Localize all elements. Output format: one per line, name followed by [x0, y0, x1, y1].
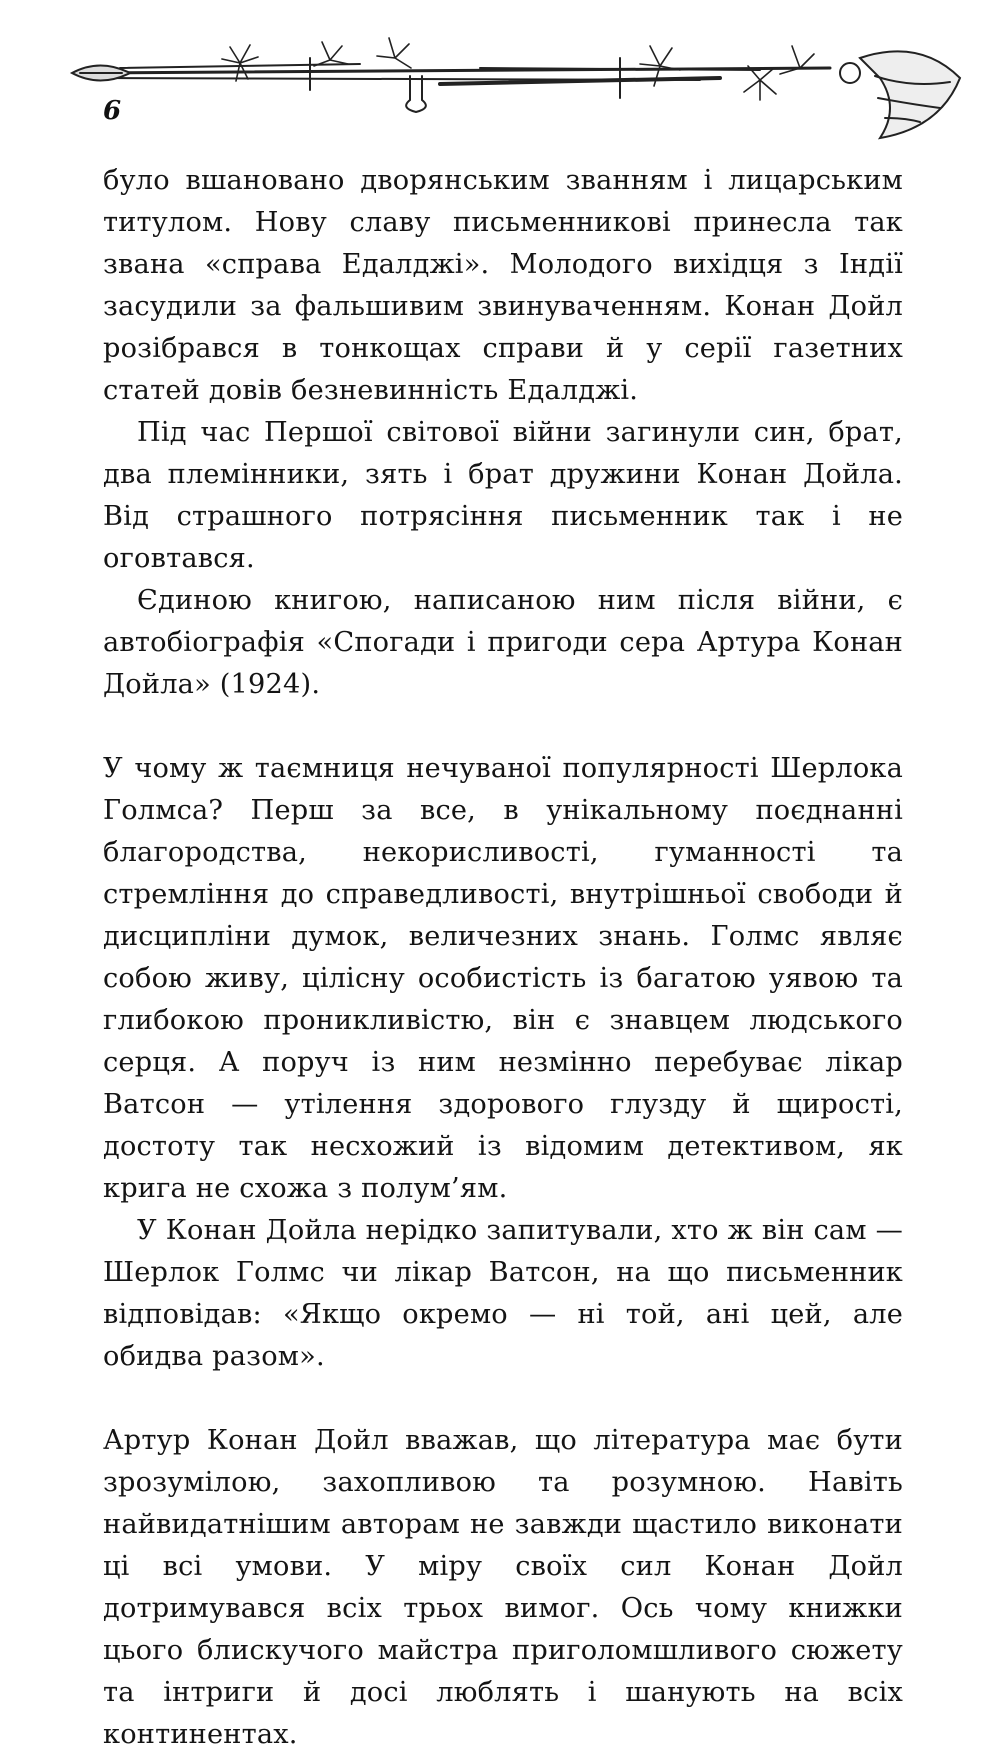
page-number: 6	[103, 96, 122, 126]
paragraph: Єдиною книгою, написаною ним після війни, є автобіографія «Спогади і пригоди сера Артура Конан Дойла» (1924).	[103, 585, 903, 700]
ornamental-border-icon	[60, 18, 970, 148]
body-text	[103, 160, 903, 1756]
paragraph: У чому ж таємниця нечуваної популярності Шерлока Голмса? Перш за все, в унікальному поєднанні благородства, некорисливості, гуманності та стремління до справедливості, внутрішньої свободи й дисципліни думок, величезних знань. Голмс являє собою живу, цілісну особистість із багатою уявою та глибокою проникливістю, він є знавцем людського серця. А поруч із ним незмінно перебуває лікар Ватсон — утілення здорового глузду й щирості, достоту так несхожий із відомим детективом, як крига не схожа з полум’ям.	[103, 753, 903, 1204]
paragraph: було вшановано дворянським званням і лицарським титулом. Нову славу письменникові принесла так звана «справа Едалджі». Молодого вихідця з Індії засудили за фальшивим звинуваченням. Конан Дойл розібрався в тонкощах справи й у серії газетних статей довів безневинність Едалджі.	[103, 165, 903, 406]
paragraph: Під час Першої світової війни загинули син, брат, два племінники, зять і брат дружини Конан Дойла. Від страшного потрясіння письменник так і не оговтався.	[103, 417, 903, 574]
paragraph: У Конан Дойла нерідко запитували, хто ж він сам — Шерлок Голмс чи лікар Ватсон, на що письменник відповідав: «Якщо окремо — ні той, ані цей, але обидва разом».	[103, 1215, 903, 1372]
paragraph: Артур Конан Дойл вважав, що література має бути зрозумілою, захопливою та розумною. Навіть найвидатнішим авторам не завжди щастило виконати ці всі умови. У міру своїх сил Конан Дойл дотримувався всіх трьох вимог. Ось чому книжки цього блискучого майстра приголомшливого сюжету та інтриги й досі люблять і шанують на всіх континентах.	[103, 1425, 903, 1750]
section-gap	[103, 1378, 903, 1420]
section-gap	[103, 706, 903, 748]
